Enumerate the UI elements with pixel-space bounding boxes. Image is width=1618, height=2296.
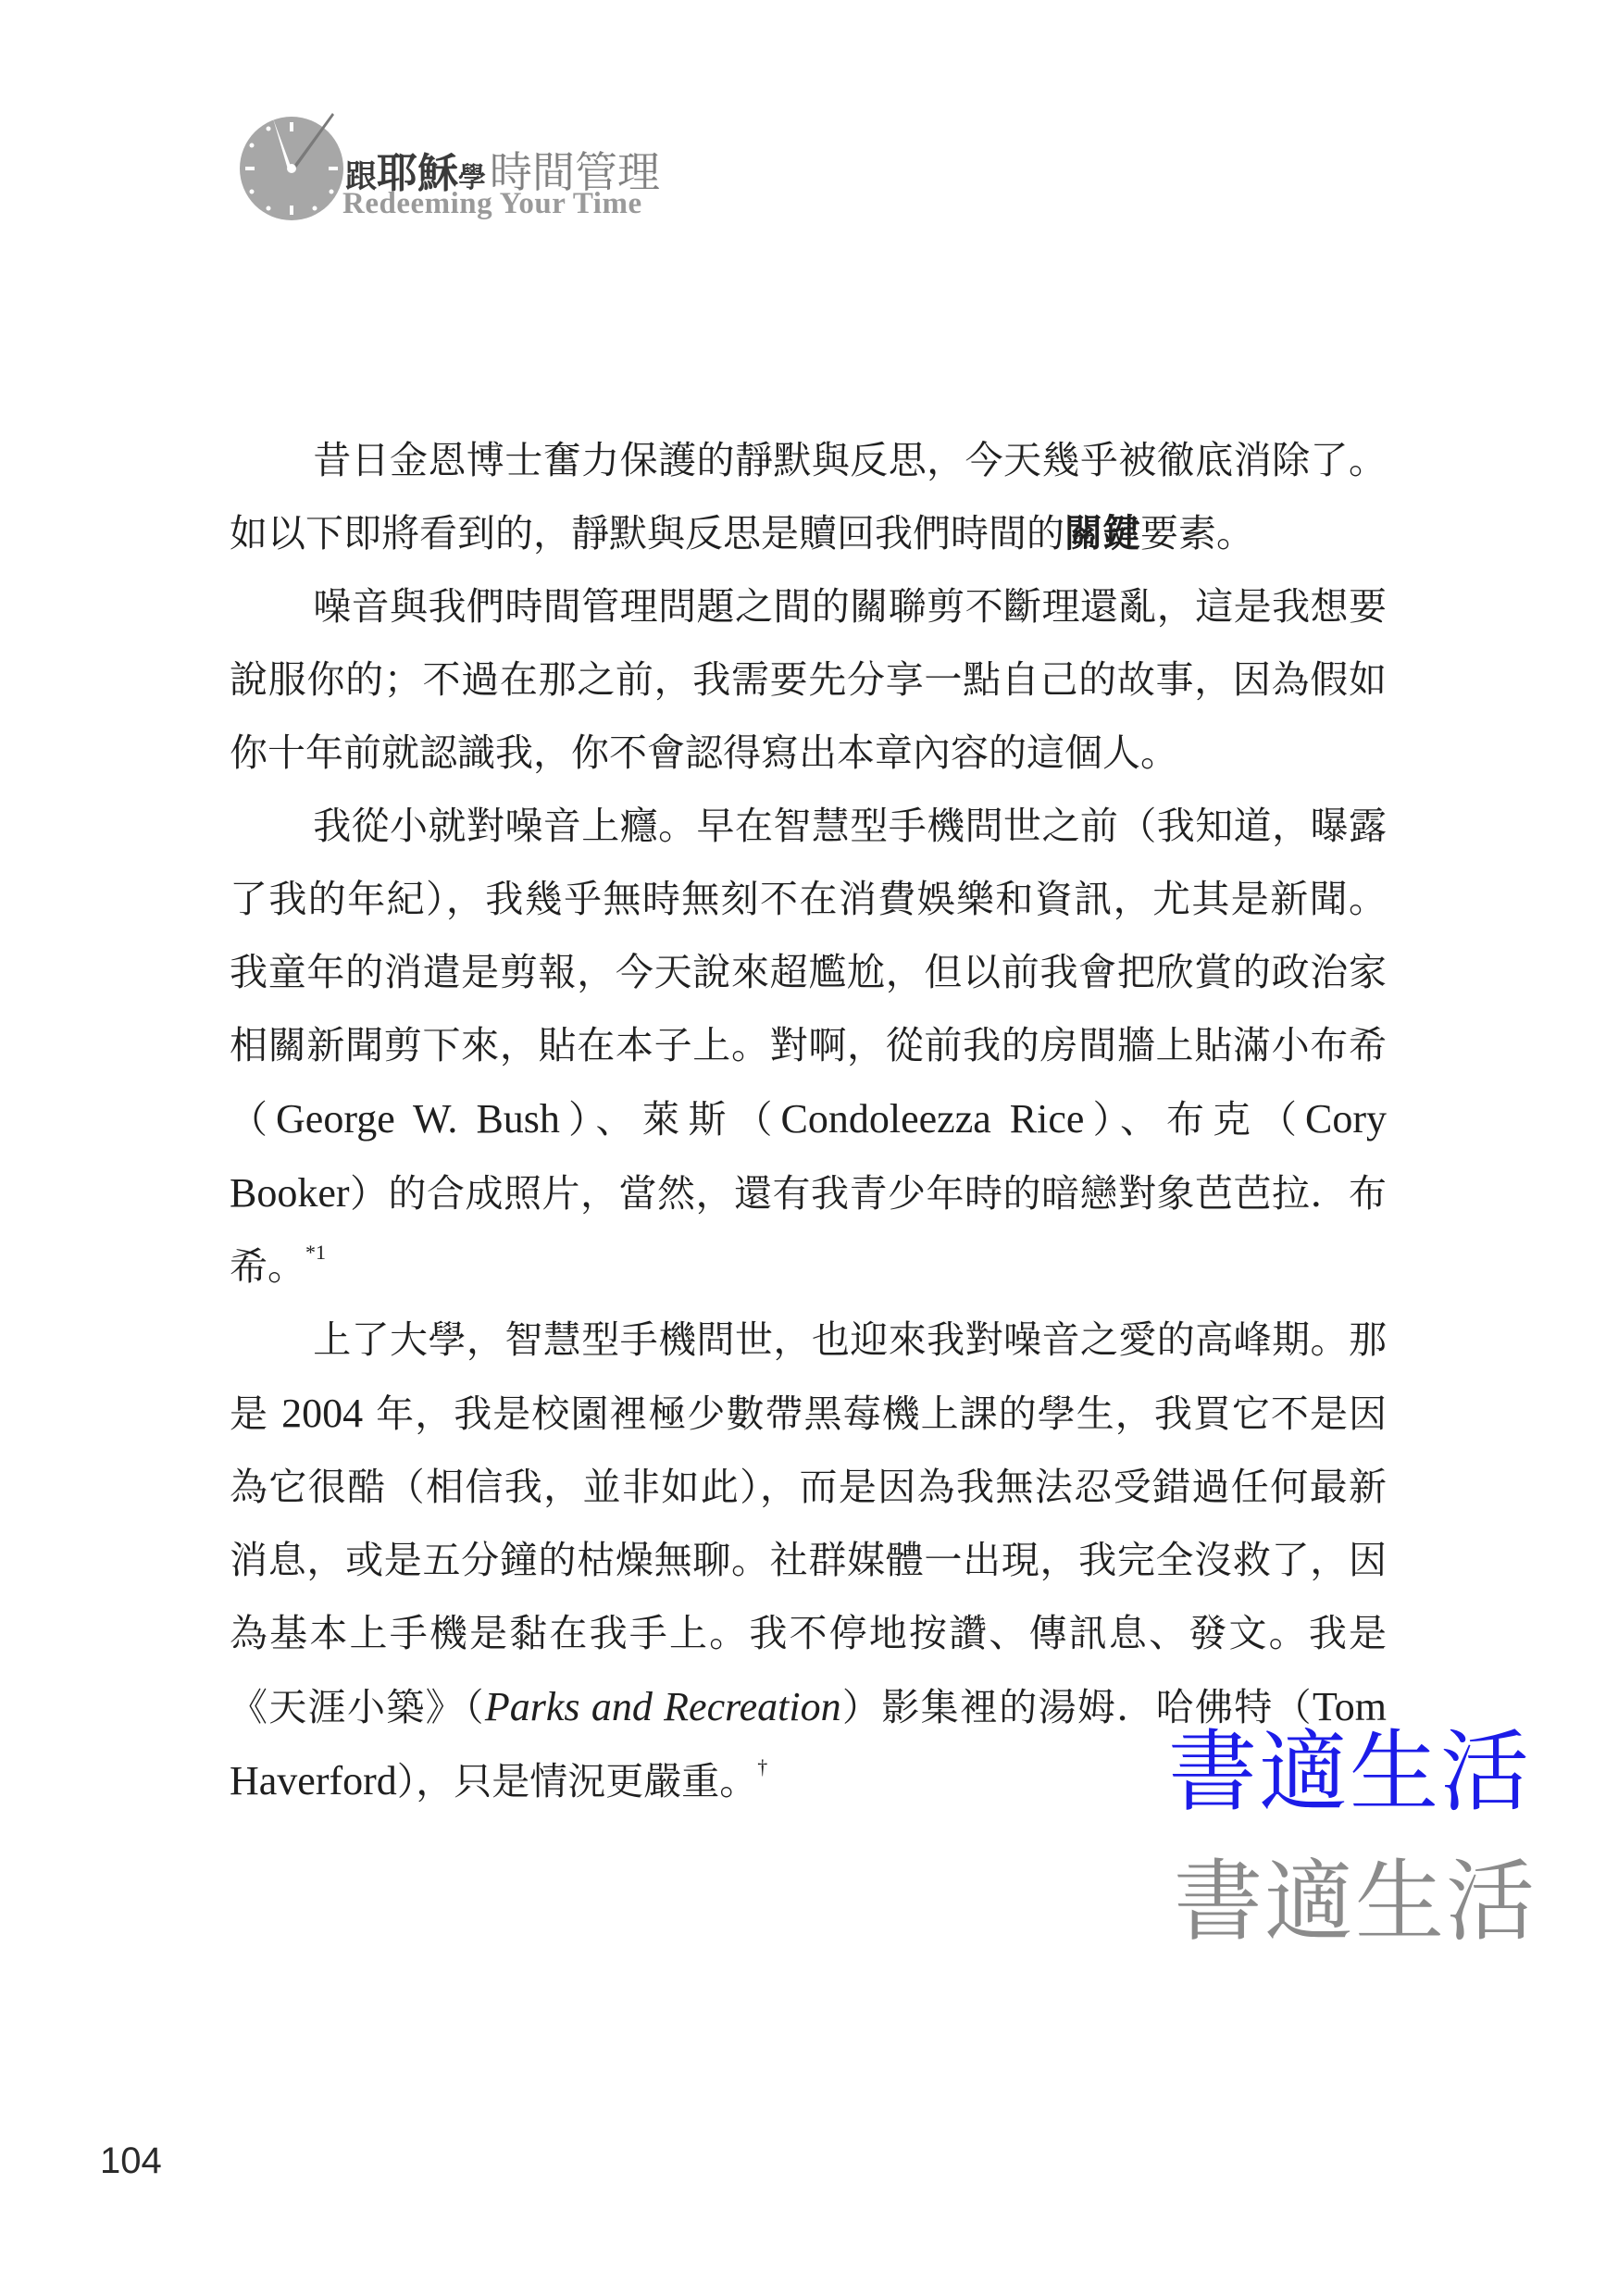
paragraph-1 — [230, 424, 1387, 570]
p4-text-d: ），只是情況更嚴重。 — [396, 1759, 758, 1803]
running-header — [236, 102, 717, 231]
p1-text-a: 昔日金恩博士奮力保護的靜默與反思，今天幾乎被徹底消除了。如以下即將看到的，靜默與反思是贖回我們時間的 — [230, 438, 1387, 555]
watermark-gray: 書適生活 — [1174, 1850, 1537, 1953]
p1-text-b: 要素。 — [1140, 511, 1254, 555]
paragraph-3 — [230, 790, 1387, 1304]
p3-name-1: George W. Bush — [276, 1096, 560, 1142]
p4-text-c: ）影集裡的湯姆．哈佛特（ — [840, 1685, 1313, 1729]
paragraph-2 — [230, 570, 1387, 790]
p1-bold-keyword: 關鍵 — [1064, 511, 1140, 555]
p3-name-3: Cory Booker — [230, 1096, 1388, 1216]
p4-year: 2004 — [281, 1391, 364, 1436]
clock-icon — [236, 107, 352, 223]
body-text — [230, 424, 1387, 1818]
watermark-blue: 書適生活 — [1168, 1720, 1531, 1824]
p3-text-a: 我從小就對噪音上癮。早在智慧型手機問世之前（我知道，曝露了我的年紀），我幾乎無時無刻不在消費娛樂和資訊，尤其是新聞。我童年的消遣是剪報，今天說來超尷尬，但以前我會把欣賞的政治家相關新聞剪下來，貼在本子上。對啊，從前我的房間牆上貼滿小布希（ — [230, 804, 1387, 1142]
p3-name-2: Condoleezza Rice — [780, 1096, 1085, 1142]
page-number: 104 — [100, 2140, 162, 2181]
p4-text-b: 年，我是校園裡極少數帶黑莓機上課的學生，我買它不是因為它很酷（相信我，並非如此），而是因為我無法忍受錯過任何最新消息，或是五分鐘的枯燥無聊。社群媒體一出現，我完全沒救了，因為基本上手機是黏在我手上。我不停地按讚、傳訊息、發文。我是《天涯小築》（ — [230, 1391, 1387, 1729]
p4-name-4: Tom Haverford — [230, 1684, 1388, 1803]
p3-text-c: ）、布克（ — [1084, 1097, 1306, 1142]
book-subtitle: Redeeming Your Time — [342, 187, 642, 220]
title-topic: 時間管理 — [490, 147, 660, 197]
title-prefix: 跟 — [345, 158, 377, 195]
p4-show-title: Parks and Recreation — [484, 1684, 841, 1729]
p4-text-a: 上了大學，智慧型手機問世，也迎來我對噪音之愛的高峰期。那是 — [230, 1317, 1387, 1436]
title-mid: 學 — [458, 162, 486, 194]
p3-text-b: ）、萊斯（ — [559, 1097, 781, 1142]
p2-text: 噪音與我們時間管理問題之間的關聯剪不斷理還亂，這是我想要說服你的；不過在那之前，我需要先分享一點自己的故事，因為假如你十年前就認識我，你不會認得寫出本章內容的這個人。 — [230, 584, 1387, 775]
footnote-marker-2: † — [757, 1755, 768, 1778]
footnote-marker-1: *1 — [305, 1241, 326, 1264]
p3-text-d: ）的合成照片，當然，還有我青少年時的暗戀對象芭芭拉．布希。 — [230, 1171, 1387, 1289]
title-name: 耶穌 — [377, 150, 458, 197]
